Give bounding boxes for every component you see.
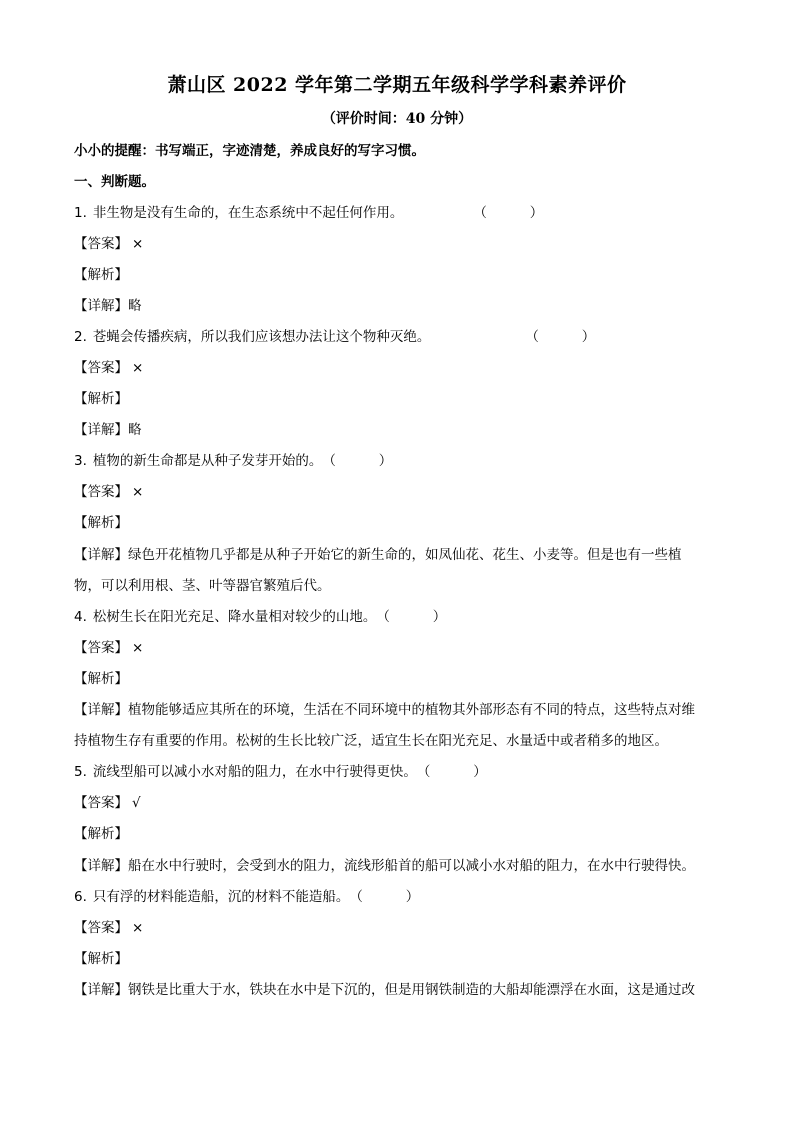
detail-text: 船在水中行驶时，会受到水的阻力，流线形船首的船可以减小水对船的阻力，在水中行驶得快。 bbox=[128, 858, 695, 874]
analysis-label: 【解析】 bbox=[74, 391, 128, 407]
detail-line-4b: 持植物生存有重要的作用。松树的生长比较广泛，适宜生长在阳光充足、水量适中或者稍多的地区。 bbox=[74, 733, 668, 749]
question-text: 流线型船可以减小水对船的阻力，在水中行驶得更快。 bbox=[92, 764, 417, 780]
question-number: 1. bbox=[74, 205, 87, 221]
page-title: 萧山区 2022 学年第二学期五年级科学学科素养评价 bbox=[167, 74, 627, 96]
analysis-line-5 bbox=[74, 824, 724, 844]
answer-label: 【答案】 bbox=[74, 795, 128, 811]
answer-blank: （ ） bbox=[525, 329, 596, 345]
analysis-line-2 bbox=[74, 389, 724, 409]
answer-label: 【答案】 bbox=[74, 360, 128, 376]
detail-text: 略 bbox=[128, 422, 142, 438]
detail-text: 植物能够适应其所在的环境，生活在不同环境中的植物其外部形态有不同的特点，这些特点对维 bbox=[128, 702, 695, 718]
answer-blank: （ ） bbox=[376, 609, 447, 625]
answer-label: 【答案】 bbox=[74, 640, 128, 656]
answer-mark: × bbox=[132, 236, 144, 252]
analysis-label: 【解析】 bbox=[74, 671, 128, 687]
detail-text: 钢铁是比重大于水，铁块在水中是下沉的，但是用钢铁制造的大船却能漂浮在水面，这是通过改 bbox=[128, 982, 695, 998]
answer-label: 【答案】 bbox=[74, 236, 128, 252]
analysis-line-4 bbox=[74, 669, 724, 689]
answer-label: 【答案】 bbox=[74, 484, 128, 500]
question-text: 苍蝇会传播疾病，所以我们应该想办法让这个物种灭绝。 bbox=[92, 329, 431, 345]
question-text: 松树生长在阳光充足、降水量相对较少的山地。 bbox=[92, 609, 377, 625]
analysis-line-6 bbox=[74, 949, 724, 969]
answer-mark: × bbox=[132, 484, 144, 500]
question-6 bbox=[74, 887, 724, 907]
answer-line-5 bbox=[74, 793, 724, 813]
question-number: 5. bbox=[74, 764, 87, 780]
detail-label: 【详解】 bbox=[74, 298, 128, 314]
question-3 bbox=[74, 451, 724, 471]
question-1 bbox=[74, 203, 724, 223]
question-2 bbox=[74, 327, 724, 347]
analysis-label: 【解析】 bbox=[74, 826, 128, 842]
answer-line-1 bbox=[74, 234, 724, 254]
detail-line-2 bbox=[74, 420, 724, 440]
detail-line-6 bbox=[74, 980, 724, 1000]
detail-label: 【详解】 bbox=[74, 702, 128, 718]
detail-line-4 bbox=[74, 700, 724, 720]
answer-mark: × bbox=[132, 640, 144, 656]
answer-mark: × bbox=[132, 920, 144, 936]
question-number: 4. bbox=[74, 609, 87, 625]
answer-mark: √ bbox=[132, 795, 141, 811]
answer-line-6 bbox=[74, 918, 724, 938]
question-number: 2. bbox=[74, 329, 87, 345]
detail-text: 绿色开花植物几乎都是从种子开始它的新生命的，如凤仙花、花生、小麦等。但是也有一些植 bbox=[128, 547, 682, 563]
question-number: 3. bbox=[74, 453, 87, 469]
answer-blank: （ ） bbox=[322, 453, 393, 469]
reminder-text: 小小的提醒：书写端正，字迹清楚，养成良好的写字习惯。 bbox=[74, 143, 425, 159]
detail-label: 【详解】 bbox=[74, 982, 128, 998]
answer-line-4 bbox=[74, 638, 724, 658]
question-text: 植物的新生命都是从种子发芽开始的。 bbox=[92, 453, 323, 469]
detail-label: 【详解】 bbox=[74, 858, 128, 874]
analysis-line-1 bbox=[74, 265, 724, 285]
detail-line-3b: 物，可以利用根、茎、叶等器官繁殖后代。 bbox=[74, 578, 331, 594]
answer-blank: （ ） bbox=[416, 764, 487, 780]
analysis-label: 【解析】 bbox=[74, 951, 128, 967]
analysis-label: 【解析】 bbox=[74, 515, 128, 531]
question-5 bbox=[74, 762, 724, 782]
question-text: 非生物是没有生命的，在生态系统中不起任何作用。 bbox=[92, 205, 404, 221]
analysis-line-3 bbox=[74, 513, 724, 533]
section-heading: 一、判断题。 bbox=[74, 174, 155, 190]
detail-line-3 bbox=[74, 545, 724, 565]
answer-mark: × bbox=[132, 360, 144, 376]
question-4 bbox=[74, 607, 724, 627]
question-text: 只有浮的材料能造船，沉的材料不能造船。 bbox=[92, 889, 350, 905]
question-number: 6. bbox=[74, 889, 87, 905]
page-subtitle: （评价时间：40 分钟） bbox=[321, 111, 473, 127]
answer-blank: （ ） bbox=[349, 889, 420, 905]
answer-line-3 bbox=[74, 482, 724, 502]
detail-label: 【详解】 bbox=[74, 422, 128, 438]
detail-line-1 bbox=[74, 296, 724, 316]
analysis-label: 【解析】 bbox=[74, 267, 128, 283]
answer-line-2 bbox=[74, 358, 724, 378]
detail-label: 【详解】 bbox=[74, 547, 128, 563]
answer-blank: （ ） bbox=[473, 205, 544, 221]
detail-line-5 bbox=[74, 856, 724, 876]
detail-text: 略 bbox=[128, 298, 142, 314]
answer-label: 【答案】 bbox=[74, 920, 128, 936]
